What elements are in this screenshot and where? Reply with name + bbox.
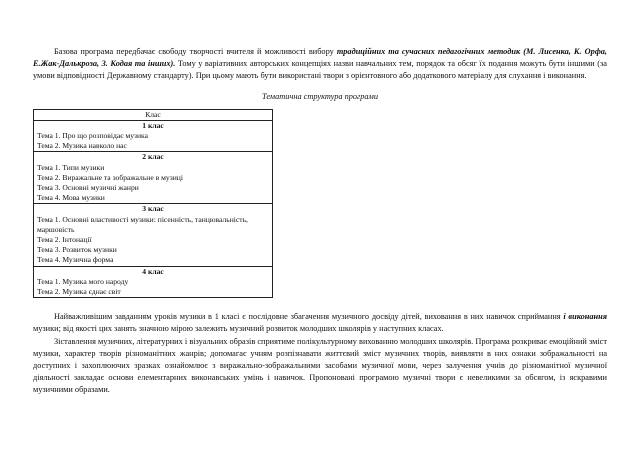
grade-3-topic-2: Тема 2. Інтонації xyxy=(37,235,92,245)
section-subtitle: Тематична структура програми xyxy=(262,91,378,101)
grade-4-label: 4 клас xyxy=(142,266,164,276)
grade-3-cell xyxy=(34,204,273,266)
grade-3-topic-1: Тема 1. Основні властивості музики: пісенність, танцювальність, маршовість xyxy=(37,214,248,234)
document-page xyxy=(33,46,607,397)
grade-4-topic-2: Тема 2. Музика єднає світ xyxy=(37,287,121,297)
intro-text-2: Тому у варіативних авторських концепціях назви навчальних тем, порядок та обсяг їх подання можуть бути іншими (за умови відповідності Державному стандарту). При цьому мають бути використані твори з орієнтовного або додаткового матеріалу для слухання і виконання. xyxy=(33,59,607,81)
outro-p1-text-1: Найважливішим завданням уроків музики в 1 класі є послідовне збагачення музичного досвіду дітей, виховання в них навичок сприймання xyxy=(54,312,564,322)
table-header-row xyxy=(34,109,273,120)
outro-paragraph-2: Зіставлення музичних, літературних і візуальних образів сприятиме полікультурному вихованню молодших школярів. Програма розкриває емоційний зміст музики, характер творів різноманітних жанрів; допомагає учням розпізнавати життєвий зміст музичних творів, виявляти в них ознаки зображальності на доступних і захоплюючих зразках ознайомлює з виражально-зображальними засобами музичної мови, через залучення учнів до різноманітної музичної діяльності закладає основи елементарних виконавських умінь і навичок. Пропоновані програмою музичні твори є невеликими за обсягом, із яскравими музичними образами. xyxy=(33,336,607,395)
grade-4-row xyxy=(34,266,273,298)
outro-paragraph-1 xyxy=(33,311,607,335)
grade-4-topic-1: Тема 1. Музика мого народу xyxy=(37,276,129,286)
table-header-cell: Клас xyxy=(34,109,273,120)
intro-methods-emphasis: традиційних та сучасних педагогічних методик (М. Лисенка, К. Орфа, Е.Жак-Далькроза, З. Кодая та інших). xyxy=(33,47,607,69)
grade-3-row xyxy=(34,204,273,266)
grade-1-topic-1: Тема 1. Про що розповідає музика xyxy=(37,131,149,141)
grade-2-topic-4: Тема 4. Мова музики xyxy=(37,193,105,203)
grade-2-topic-3: Тема 3. Основні музичні жанри xyxy=(37,183,139,193)
intro-text-1: Базова програма передбачає свободу творчості вчителя й можливості вибору xyxy=(54,47,337,56)
outro-p1-text-2: музики; від якості цих занять значною мірою залежить музичний розвиток молодших школярів у наступних класах. xyxy=(33,324,444,334)
grade-3-topic-4: Тема 4. Музична форма xyxy=(37,255,114,265)
grade-2-cell xyxy=(34,152,273,204)
grade-1-label: 1 клас xyxy=(142,120,164,130)
grade-3-label: 3 клас xyxy=(142,204,164,214)
grade-2-topic-1: Тема 1. Типи музики xyxy=(37,162,105,172)
grade-1-cell xyxy=(34,120,273,152)
grade-2-label: 2 клас xyxy=(142,152,164,162)
grade-1-row xyxy=(34,120,273,152)
grade-2-row xyxy=(34,152,273,204)
outro-p1-emphasis: і виконання xyxy=(563,312,608,322)
grade-3-topic-3: Тема 3. Розвиток музики xyxy=(37,245,117,255)
grade-1-topic-2: Тема 2. Музика навколо нас xyxy=(37,141,127,151)
program-structure-table xyxy=(33,109,273,299)
grade-2-topic-2: Тема 2. Виражальне та зображальне в музиці xyxy=(37,172,183,182)
grade-4-cell xyxy=(34,266,273,298)
intro-paragraph xyxy=(33,46,607,83)
